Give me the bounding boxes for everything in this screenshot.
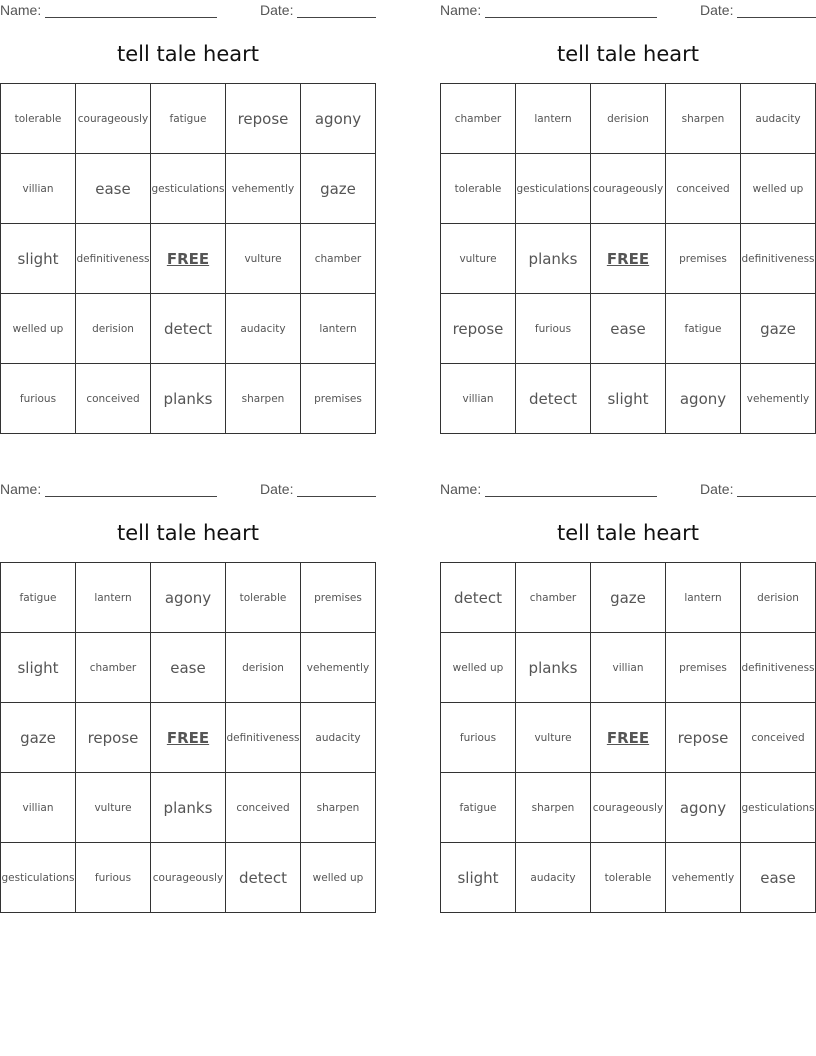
bingo-cell: vehemently	[741, 364, 816, 434]
free-space-cell: FREE	[151, 224, 226, 294]
bingo-cell: courageously	[76, 84, 151, 154]
bingo-cell: furious	[76, 843, 151, 913]
bingo-cell: villian	[441, 364, 516, 434]
bingo-cell: vehemently	[666, 843, 741, 913]
bingo-cell: ease	[151, 633, 226, 703]
bingo-cell: definitiveness	[741, 633, 816, 703]
bingo-cell: sharpen	[301, 773, 376, 843]
date-line	[737, 496, 816, 497]
bingo-cell: welled up	[741, 154, 816, 224]
bingo-grid	[0, 83, 376, 434]
bingo-cell: conceived	[226, 773, 301, 843]
date-line	[297, 496, 376, 497]
name-line	[45, 496, 217, 497]
bingo-cell: definitiveness	[741, 224, 816, 294]
bingo-cell: slight	[441, 843, 516, 913]
bingo-cell: tolerable	[441, 154, 516, 224]
bingo-cell: sharpen	[226, 364, 301, 434]
bingo-cell: chamber	[301, 224, 376, 294]
bingo-cell: slight	[1, 633, 76, 703]
bingo-cell: furious	[1, 364, 76, 434]
bingo-cell: courageously	[151, 843, 226, 913]
bingo-cell: lantern	[76, 563, 151, 633]
bingo-cell: lantern	[666, 563, 741, 633]
date-label: Date:	[260, 481, 294, 497]
bingo-cell: detect	[441, 563, 516, 633]
date-label: Date:	[700, 481, 734, 497]
bingo-cell: welled up	[301, 843, 376, 913]
bingo-grid	[440, 83, 816, 434]
bingo-cell: fatigue	[441, 773, 516, 843]
bingo-cell: vulture	[226, 224, 301, 294]
card-title: tell tale heart	[557, 521, 699, 545]
bingo-cell: gaze	[301, 154, 376, 224]
bingo-cell: premises	[666, 633, 741, 703]
card-header	[440, 479, 816, 503]
bingo-cell: gesticulations	[151, 154, 226, 224]
bingo-cell: derision	[226, 633, 301, 703]
name-label: Name:	[0, 481, 42, 497]
bingo-cell: slight	[1, 224, 76, 294]
bingo-cell: premises	[666, 224, 741, 294]
bingo-cell: vehemently	[226, 154, 301, 224]
bingo-cell: ease	[591, 294, 666, 364]
bingo-cell: villian	[1, 773, 76, 843]
bingo-cell: fatigue	[1, 563, 76, 633]
bingo-cell: repose	[226, 84, 301, 154]
bingo-cell: repose	[666, 703, 741, 773]
bingo-cell: agony	[666, 364, 741, 434]
bingo-cell: fatigue	[666, 294, 741, 364]
bingo-cell: derision	[591, 84, 666, 154]
bingo-cell: gaze	[741, 294, 816, 364]
bingo-cell: derision	[741, 563, 816, 633]
date-line	[297, 17, 376, 18]
bingo-cell: ease	[76, 154, 151, 224]
bingo-card	[440, 0, 816, 430]
card-header	[0, 0, 376, 24]
bingo-cell: furious	[516, 294, 591, 364]
bingo-cell: tolerable	[226, 563, 301, 633]
bingo-card	[440, 479, 816, 909]
card-title: tell tale heart	[117, 42, 259, 66]
name-line	[485, 496, 657, 497]
bingo-cell: lantern	[301, 294, 376, 364]
card-header	[440, 0, 816, 24]
bingo-cell: gesticulations	[741, 773, 816, 843]
bingo-cell: tolerable	[591, 843, 666, 913]
bingo-cell: detect	[226, 843, 301, 913]
bingo-cell: vulture	[516, 703, 591, 773]
bingo-cell: vehemently	[301, 633, 376, 703]
date-line	[737, 17, 816, 18]
bingo-cell: premises	[301, 364, 376, 434]
bingo-cell: planks	[151, 773, 226, 843]
bingo-card	[0, 0, 376, 430]
bingo-cell: agony	[151, 563, 226, 633]
bingo-cell: audacity	[226, 294, 301, 364]
bingo-cell: detect	[516, 364, 591, 434]
bingo-grid	[0, 562, 376, 913]
bingo-cell: audacity	[301, 703, 376, 773]
card-title: tell tale heart	[117, 521, 259, 545]
bingo-cell: agony	[666, 773, 741, 843]
name-line	[45, 17, 217, 18]
free-space-cell: FREE	[151, 703, 226, 773]
name-label: Name:	[440, 2, 482, 18]
bingo-cell: agony	[301, 84, 376, 154]
bingo-cell: conceived	[76, 364, 151, 434]
bingo-cell: villian	[1, 154, 76, 224]
free-space-cell: FREE	[591, 224, 666, 294]
bingo-cell: derision	[76, 294, 151, 364]
bingo-cell: chamber	[516, 563, 591, 633]
bingo-cell: detect	[151, 294, 226, 364]
bingo-cell: repose	[441, 294, 516, 364]
name-line	[485, 17, 657, 18]
bingo-cell: audacity	[741, 84, 816, 154]
bingo-cell: planks	[516, 633, 591, 703]
bingo-cell: ease	[741, 843, 816, 913]
bingo-cell: gesticulations	[516, 154, 591, 224]
bingo-cell: chamber	[441, 84, 516, 154]
bingo-cell: courageously	[591, 773, 666, 843]
name-label: Name:	[0, 2, 42, 18]
bingo-cell: gesticulations	[1, 843, 76, 913]
bingo-cell: premises	[301, 563, 376, 633]
bingo-cell: conceived	[666, 154, 741, 224]
bingo-cell: chamber	[76, 633, 151, 703]
bingo-cell: sharpen	[666, 84, 741, 154]
bingo-cell: vulture	[441, 224, 516, 294]
bingo-cell: definitiveness	[226, 703, 301, 773]
bingo-cell: sharpen	[516, 773, 591, 843]
card-header	[0, 479, 376, 503]
date-label: Date:	[700, 2, 734, 18]
date-label: Date:	[260, 2, 294, 18]
bingo-cell: conceived	[741, 703, 816, 773]
bingo-cell: courageously	[591, 154, 666, 224]
bingo-cell: villian	[591, 633, 666, 703]
name-label: Name:	[440, 481, 482, 497]
bingo-cell: definitiveness	[76, 224, 151, 294]
bingo-cell: furious	[441, 703, 516, 773]
card-title: tell tale heart	[557, 42, 699, 66]
bingo-card	[0, 479, 376, 909]
bingo-cell: slight	[591, 364, 666, 434]
free-space-cell: FREE	[591, 703, 666, 773]
bingo-cell: tolerable	[1, 84, 76, 154]
bingo-cell: lantern	[516, 84, 591, 154]
bingo-cell: welled up	[1, 294, 76, 364]
bingo-cell: planks	[151, 364, 226, 434]
bingo-cell: welled up	[441, 633, 516, 703]
bingo-cell: gaze	[1, 703, 76, 773]
bingo-cell: repose	[76, 703, 151, 773]
bingo-cell: audacity	[516, 843, 591, 913]
bingo-cell: fatigue	[151, 84, 226, 154]
bingo-cell: vulture	[76, 773, 151, 843]
bingo-cell: planks	[516, 224, 591, 294]
bingo-grid	[440, 562, 816, 913]
bingo-cell: gaze	[591, 563, 666, 633]
